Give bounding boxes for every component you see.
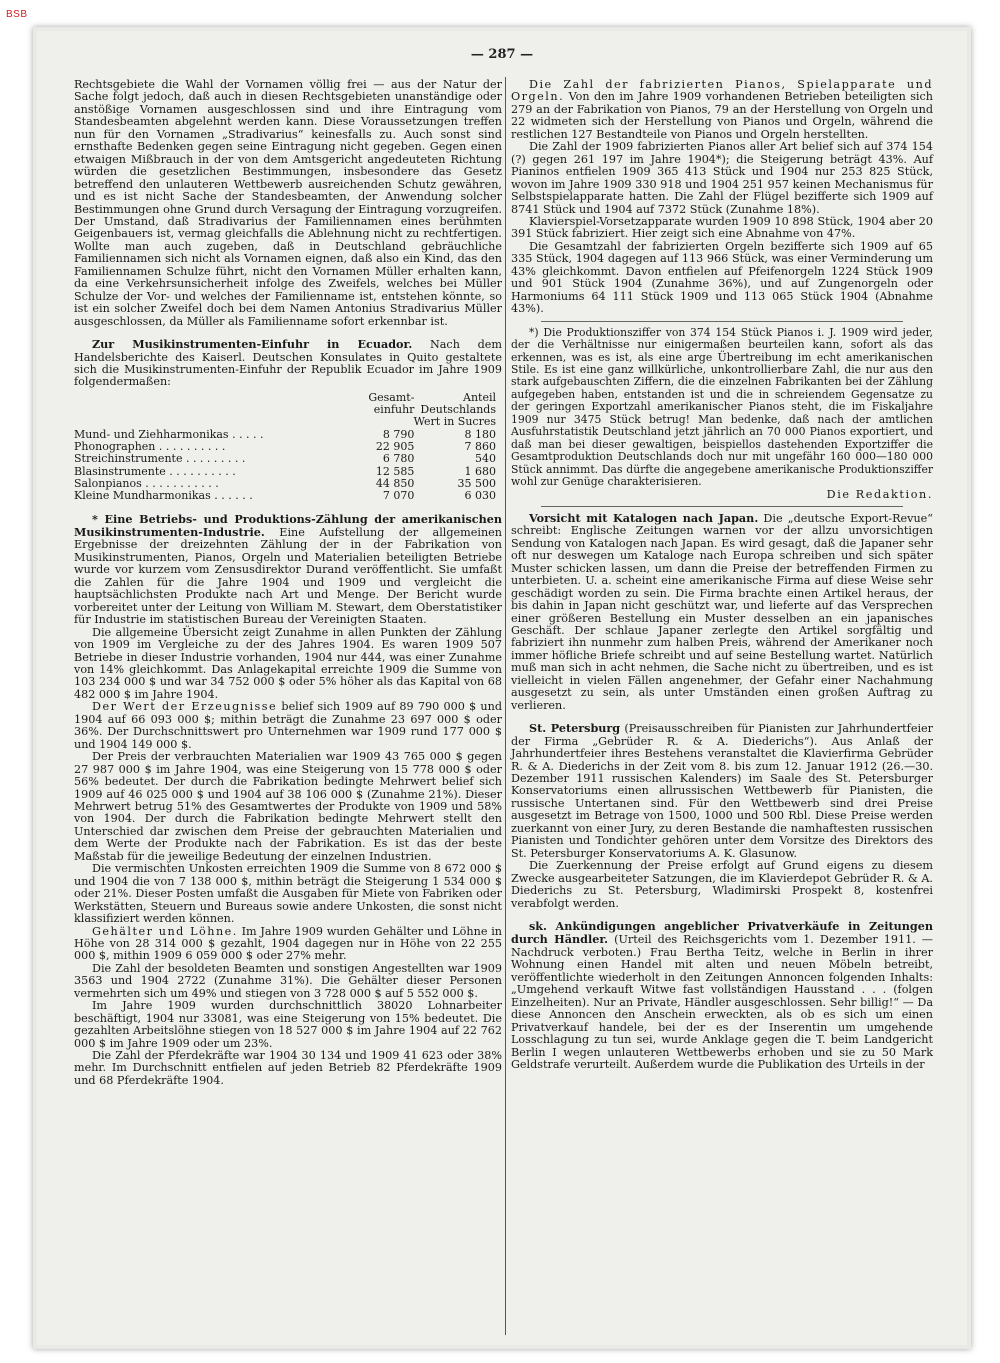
table-head-share-2: Deutschlands (420, 403, 496, 417)
table-head-unit: Wert in Sucres (413, 415, 496, 429)
heading-japan: Vorsicht mit Katalogen nach Japan. (529, 510, 759, 525)
table-row-label: Mund- und Ziehharmonikas . . . . . (74, 428, 264, 441)
heading-ecuador: Zur Musikinstrumenten-Einfuhr in Ecuador. (92, 337, 413, 352)
table-row-share: 8 180 (464, 427, 496, 441)
paragraph-uebersicht: Die allgemeine Übersicht zeigt Zunahme in allen Punkten der Zählung von 1909 im Vergleiche zu der des Jahres 1904. Es waren 1909 507 Betriebe in dieser Industrie vorhanden, 1904 nur 444, was einer Zunahme von 14% gleichkommt. Das Anlagekapital erreichte 1909 die Summe von 103 234 000 $ und war 34 752 000 $ oder 5% höher als das Kapital von 68 482 000 $ im Jahre 1904. (74, 625, 502, 701)
table-row-label: Blasinstrumente . . . . . . . . . . (74, 465, 236, 478)
table-head-total-1: Gesamt- (368, 390, 415, 404)
table-head-share-1: Anteil (463, 390, 496, 404)
paragraph-beamten: Die Zahl der besoldeten Beamten und sonstigen Angestellten war 1909 3563 und 1904 2722 (Zunahme 31%). Die Gehälter dieser Personen vermehrten sich um 49% und stiegen von 3 728 000 $ auf 5 552 000 $. (74, 961, 502, 1000)
page-number: — 287 — (470, 47, 534, 62)
paragraph-gehalt (74, 926, 502, 963)
text-pianos: Von den im Jahre 1909 vorhandenen Betrieben beteiligten sich 279 an der Fabrikation von Pianos, 79 an der Herstellung von Orgeln und 22 widmeten sich der Herstellung von Pianos und Orgeln, während die restlichen 127 Bestandteile von Pianos und Orgeln herstellten. (511, 90, 933, 141)
article-census (74, 513, 502, 627)
table-row (74, 490, 502, 502)
table-row-share: 6 030 (464, 489, 496, 503)
table-row-total: 8 790 (382, 427, 415, 441)
table-row (74, 453, 502, 465)
text-wert: belief sich 1909 auf 89 790 000 $ und 1904 auf 66 093 000 $; mithin beträgt die Zunahme 23 697 000 $ oder 36%. Der Durchschnittswert pro Unternehmen war 1909 rund 177 000 $ und 1904 149 000 $. (74, 700, 502, 751)
table-row (74, 466, 502, 478)
text-japan: Die „deutsche Export-Revue“ schreibt: Englische Zeitungen warnen vor der allzu unvorsichtigen Sendung von Katalogen nach Japan. Es wird gesagt, daß die Japaner sehr oft nur deswegen um Kataloge nach Europa schreiben und sich später Muster schicken lassen, um dann die Preise der betreffenden Firmen zu unterbieten. U. a. scheint eine amerikanische Firma auf diese Weise sehr geschädigt worden zu sein. Die Firma brachte einen Artikel heraus, der bis dahin in Japan nicht geschützt war, und lieferte auf das Versprechen einer größeren Bestellung ein Muster desselben an ein japanisches Geschäft. Der schlaue Japaner zerlegte den Artikel sorgfältig und fabriziert ihn nunmehr zum halben Preis, während der Amerikaner noch immer höfliche Briefe schreibt und auf seine Bestellung wartet. Natürlich muß man sich in acht nehmen, die Sache nicht zu übertreiben, und es ist vielleicht in vielen Fällen angenehmer, der Gefahr einer Nachahmung ausgesetzt zu sein, als unter Umständen einen großen Auftrag zu verlieren. (511, 511, 933, 712)
article-ecuador (74, 338, 502, 389)
paragraph-wert (74, 701, 502, 751)
table-row-share: 540 (475, 452, 496, 466)
table-row (74, 478, 502, 490)
text-ecuador: Nach dem Handelsberichte des Kaiserl. Deutschen Konsulates in Quito gestaltete sich die Musikinstrumenten-Einfuhr der Republik Ecuador im Jahre 1909 folgendermaßen: (74, 338, 503, 389)
table-row-label: Streichinstrumente . . . . . . . . . (74, 453, 246, 466)
paragraph-lohnarbeiter: Im Jahre 1909 wurden durchschnittlich 38020 Lohnarbeiter beschäftigt, 1904 nur 33081, was eine Steigerung von 15% bedeutet. Die gezahlten Arbeitslöhne stiegen von 18 527 000 $ im Jahre 1904 auf 22 762 000 $ im Jahre 1909 oder um 23%. (74, 999, 502, 1050)
table-row-total: 44 850 (375, 476, 415, 490)
footnote: *) Die Produktionsziffer von 374 154 Stück Pianos i. J. 1909 wird jeder, der die Verhältnisse nur einigermaßen beurteilen kann, sofort als das erkennen, was es ist, als eine arge Übertreibung im echt amerikanischen Stile. Es ist eine ganz willkürliche, unkontrollierbare Zahl, die nur aus den stark aufgebauschten Ziffern, die die einzelnen Fabrikanten bei der Zählung aufgegeben haben, entstanden ist und die in schreiendem Gegensatze zu der geringen Exportzahl amerikanischer Pianos steht, die im Fiskaljahre 1909 nur 3475 Stück betrug! Man bedenke, daß nach der amtlichen Ausfuhrstatistik Deutschland jetzt jährlich an 70 000 Pianos exportiert, und daß man bei dieser gewaltigen, beispiellos dastehenden Exportziffer die Gesamtproduktion Deutschlands doch nur mit ungefähr 160 000—180 000 Stück annimmt. Das dürfte die angegebene amerikanische Produktionsziffer wohl zur Genüge charakterisieren. (511, 325, 933, 489)
lead-gehalt: Gehälter und Löhne. (92, 924, 238, 938)
left-column (74, 79, 502, 1087)
heading-census: * Eine Betriebs- und Produktions-Zählung der amerikanischen Musikinstrumenten-Industrie. (74, 511, 502, 539)
heading-petersburg: St. Petersburg (529, 721, 621, 736)
import-table (74, 392, 502, 503)
text-census: Eine Aufstellung der allgemeinen Ergebnisse der dreizehnten Zählung der in der Fabrikation von Musikinstrumenten, Pianos, Orgeln und Materialien beteiligten Betriebe wurde vor kurzem vom Zensusdirektor Durand veröffentlicht. Sie umfaßt die Zahlen für die Jahre 1904 und 1909 und vergleicht die hauptsächlichsten Produkte nach Art und Menge. Der Bericht wurde vorbereitet unter der Leitung von William M. Stewart, dem Oberstatistiker für Industrie im statistischen Bureau der Vereinigten Staaten. (74, 526, 502, 627)
article-petersburg (511, 722, 933, 860)
table-row (74, 441, 502, 453)
paragraph-zuerkennung: Die Zuerkennung der Preise erfolgt auf Grund eigens zu diesem Zwecke ausgearbeiteter Satzungen, die im Klavierdepot Gebrüder R. & A. Diederichs zu St. Petersburg, Wladimirski Prospekt 8, kostenfrei verabfolgt werden. (511, 859, 933, 910)
table-row-total: 6 780 (382, 452, 415, 466)
paragraph-preis: Der Preis der verbrauchten Materialien war 1909 43 765 000 $ gegen 27 987 000 $ im Jahre 1904, was eine Steigerung von 15 778 000 $ oder 56% bedeutet. Der durch die Fabrikation bedingte Mehrwert belief sich 1909 auf 46 025 000 $ und 1904 auf 38 106 000 $ (Zunahme 21%). Dieser Mehrwert betrug 51% des Gesamtwertes der Produkte von 1909 und 58% von 1904. Der durch die Fabrikation bedingte Mehrwert stellt den Unterschied dar zwischen dem Preise der gebrauchten Materialien und dem Werte der Produkte nach der Fabrikation. Es ist das der beste Maßstab für die jeweilige Bedeutung der einzelnen Industrien. (74, 750, 502, 863)
footnote-rule (541, 321, 903, 322)
table-row-total: 7 070 (382, 489, 415, 503)
lead-pianos: Die Zahl der fabrizierten Pianos, Spielapparate und Orgeln. (511, 78, 933, 104)
table-head-total-2: einfuhr (373, 403, 415, 417)
article-japan (511, 512, 933, 712)
right-column (511, 79, 933, 1071)
text-gehalt: Im Jahre 1909 wurden Gehälter und Löhne in Höhe von 28 314 000 $ gezahlt, 1904 dagegen nur in Höhe von 22 255 000 $, mithin 1909 6 059 000 $ oder 27% mehr. (74, 924, 502, 963)
heading-privatverkauf: sk. Ankündigungen angeblicher Privatverkäufe in Zeitungen durch Händler. (511, 919, 933, 947)
page-content (37, 31, 967, 1345)
paragraph-orgeln: Die Gesamtzahl der fabrizierten Orgeln bezifferte sich 1909 auf 65 335 Stück, 1904 dagegen auf 113 966 Stück, was einer Verminderung um 43% gleichkommt. Davon entfielen auf Pfeifenorgeln 1224 Stück 1909 und 901 Stück 1904 (Zunahme 36%), und auf Zungenorgeln oder Harmoniums 64 111 Stück 1909 und 113 065 Stück 1904 (Abnahme 43%). (511, 239, 933, 316)
paragraph-unkosten: Die vermischten Unkosten erreichten 1909 die Summe von 8 672 000 $ und 1904 die von 7 138 000 $, mithin beträgt die Steigerung 1 534 000 $ oder 21%. Dieser Posten umfaßt die Ausgaben für Miete von Fabriken oder Werkstätten, Steuern und Bureaus sowie andere Unkosten, die sonst nicht klassifiziert werden können. (74, 862, 502, 926)
text-privatverkauf: (Urteil des Reichsgerichts vom 1. Dezember 1911. — Nachdruck verboten.) Frau Bertha Teitz, welche in Berlin in ihrer Wohnung einen Handel mit alten und neuen Möbeln betreibt, veröffentlichte wiederholt in den Zeitungen Annoncen folgenden Inhalts: „Umgehend verkauft Witwe fast vollständigen Hausstand . . . (folgen Einzelheiten). Nur an Private, Händler ausgeschlossen. Sehr billig!“ — Da diese Annoncen den Anschein erweckten, als ob es sich um einen Privatverkauf handele, bei der es der Inserentin um umgehende Losschlagung zu tun sei, wurde Anklage gegen die T. beim Landgericht Berlin I wegen unlauteren Wettbewerbs erhoben und sie zu 50 Mark Geldstrafe verurteilt. Außerdem wurde die Publikation des Urteils in der (511, 933, 933, 1071)
table-row-total: 22 905 (375, 440, 415, 454)
paragraph-stradivarius: Rechtsgebiete die Wahl der Vornamen völlig frei — aus der Natur der Sache folgt jedoch, daß auch in diesen Rechtsgebieten unanständige oder anstößige Vornamen ausgeschlossen sind und ihre Eintragung vom Standesbeamten abgelehnt werden kann. Diese Voraussetzungen treffen nun für den Vornamen „Stradivarius“ keinesfalls zu. Auch sonst sind ernsthafte Bedenken gegen seine Eintragung nicht gegeben. Gegen einen etwaigen Mißbrauch in der von dem Amtsgericht angedeuteten Richtung würden die gesetzlichen Bestimmungen, insbesondere das Gesetz betreffend den unlauteren Wettbewerb ausreichenden Schutz gewähren, und es ist nicht Sache der Standesbeamten, der Anwendung solcher Bestimmungen ohne Grund durch Versagung der Eintragung vorzugreifen. Der Umstand, daß Stradivarius der Familiennamen eines berühmten Geigenbauers ist, vermag gleichfalls die Ablehnung nicht zu rechtfertigen. Wollte man auch zugeben, daß in Deutschland gebräuchliche Familiennamen sich nicht als Vornamen eignen, daß also ein Kind, das den Familiennamen Schulze führt, nicht den Vornamen Müller erhalten kann, da eine Verkehrsunsicherheit infolge des Zweifels, welches bei Müller Schulze der Vor- und welches der Familienname ist, entstehen könnte, so ist ein solcher Zweifel doch bei dem Namen Antonius Stradivarius Müller ausgeschlossen, da Müller als Familienname sofort erkennbar ist. (74, 78, 502, 328)
paragraph-klavier: Klavierspiel-Vorsetzapparate wurden 1909 10 898 Stück, 1904 aber 20 391 Stück fabriziert. Hier zeigt sich eine Abnahme von 47%. (511, 214, 933, 241)
text-petersburg: (Preisausschreiben für Pianisten zur Jahrhundertfeier der Firma „Gebrüder R. & A. Diederichs“). Aus Anlaß der Jahrhundertfeier ihres Bestehens veranstaltet die Klavierfirma Gebrüder R. & A. Diederichs in der Zeit vom 8. bis zum 12. Januar 1912 (26.—30. Dezember 1911 russischen Kalenders) im Saale des St. Petersburger Konservatoriums einen allrussischen Wettbewerb für Pianisten, die russische Untertanen sind. Für den Wettbewerb sind drei Preise ausgesetzt im Betrage von 1500, 1000 und 500 Rbl. Diese Preise werden zuerkannt von einer Jury, zu deren Bestande die namhaftesten russischen Pianisten und Tondichter gehören unter dem Vorsitze des Direktors des St. Petersburger Konservatoriums A. K. Glasunow. (511, 722, 933, 860)
article-privatverkauf (511, 920, 933, 1071)
table-row-label: Kleine Mundharmonikas . . . . . . (74, 490, 253, 503)
table-row-share: 7 860 (464, 440, 496, 454)
column-divider (505, 77, 506, 1335)
paragraph-pferde: Die Zahl der Pferdekräfte war 1904 30 134 und 1909 41 623 oder 38% mehr. Im Durchschnitt entfielen auf jeden Betrieb 82 Pferdekräfte 1909 und 68 Pferdekräfte 1904. (74, 1049, 502, 1087)
paragraph-pianos (511, 79, 933, 141)
lead-wert: Der Wert der Erzeugnisse (92, 700, 278, 714)
table-row-label: Phonographen . . . . . . . . . . (74, 441, 226, 454)
paragraph-zahl: Die Zahl der 1909 fabrizierten Pianos aller Art belief sich auf 374 154 (?) gegen 261 197 im Jahre 1904*); die Steigerung beträgt 43%. Auf Pianinos entfielen 1909 365 413 Stück und 1904 nur 253 825 Stück, wovon im Jahre 1909 330 918 und 1904 251 957 keinen Mechanismus für Selbstspielapparate hatten. Die Zahl der Flügel bezifferte sich 1909 auf 8741 Stück und 1904 auf 7372 Stück (Zunahme 18%). (511, 140, 933, 216)
table-row-total: 12 585 (375, 464, 415, 478)
section-rule (541, 506, 903, 507)
table-row-share: 1 680 (464, 464, 496, 478)
table-row (74, 429, 502, 441)
library-label: BSB (6, 9, 28, 20)
scanned-page (33, 27, 971, 1349)
table-row-share: 35 500 (457, 476, 496, 490)
editor-signature: Die Redaktion. (826, 487, 933, 501)
table-row-label: Salonpianos . . . . . . . . . . . (74, 477, 219, 490)
